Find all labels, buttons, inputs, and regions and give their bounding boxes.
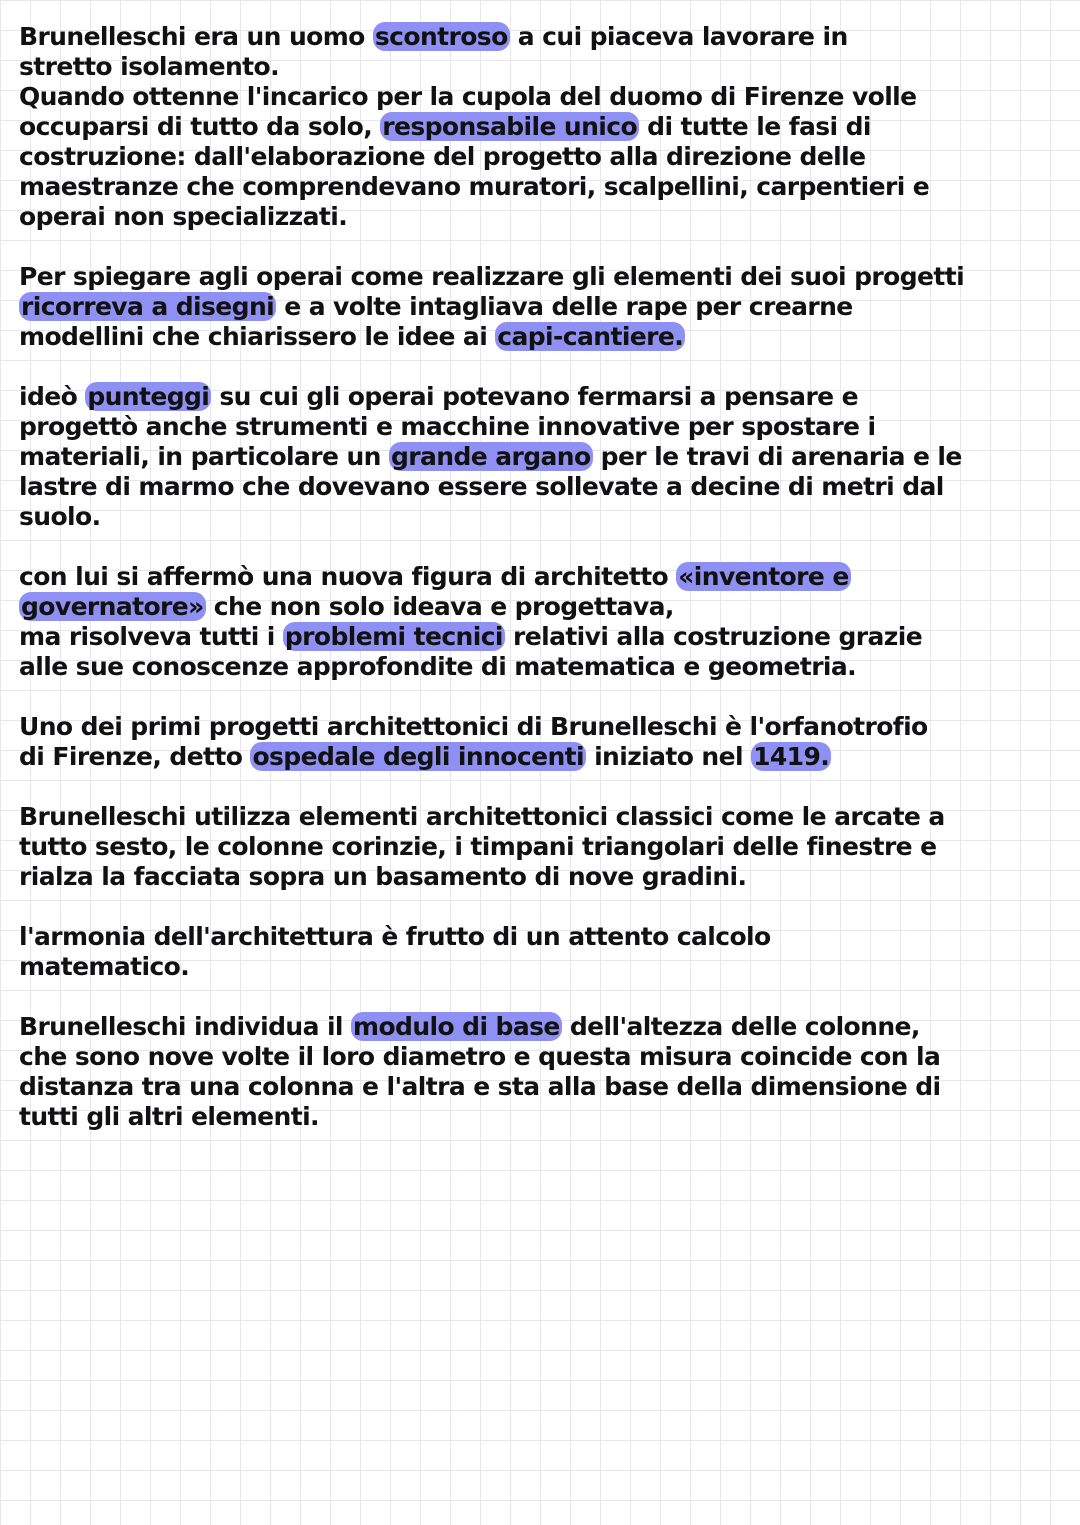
plain-text: materiali, in particolare un bbox=[19, 442, 389, 471]
highlighted-text: problemi tecnici bbox=[284, 622, 503, 651]
text-line bbox=[19, 112, 1064, 142]
text-line bbox=[19, 442, 1064, 472]
plain-text: Brunelleschi individua il bbox=[19, 1012, 352, 1041]
highlighted-text: governatore» bbox=[21, 592, 204, 621]
text-line bbox=[19, 22, 1064, 52]
plain-text: progettò anche strumenti e macchine innovative per spostare i bbox=[19, 412, 876, 441]
text-line bbox=[19, 52, 1064, 82]
plain-text: Uno dei primi progetti architettonici di Brunelleschi è l'orfanotrofio bbox=[19, 712, 928, 741]
text-line bbox=[19, 382, 1064, 412]
plain-text: Brunelleschi utilizza elementi architettonici classici come le arcate a bbox=[19, 802, 945, 831]
text-line bbox=[19, 802, 1064, 832]
plain-text: Per spiegare agli operai come realizzare gli elementi dei suoi progetti bbox=[19, 262, 965, 291]
plain-text: Quando ottenne l'incarico per la cupola del duomo di Firenze volle bbox=[19, 82, 917, 111]
text-line bbox=[19, 82, 1064, 112]
highlighted-text: ricorreva a disegni bbox=[21, 292, 275, 321]
text-line bbox=[19, 472, 1064, 502]
text-line bbox=[19, 412, 1064, 442]
plain-text: matematico. bbox=[19, 952, 190, 981]
plain-text: ma risolveva tutti i bbox=[19, 622, 283, 651]
plain-text: con lui si affermò una nuova figura di architetto bbox=[19, 562, 677, 591]
highlighted-text: scontroso bbox=[374, 22, 508, 51]
plain-text: dell'altezza delle colonne, bbox=[561, 1012, 920, 1041]
plain-text: e a volte intagliava delle rape per crearne bbox=[276, 292, 853, 321]
handwritten-notes-page bbox=[19, 22, 1064, 1132]
highlighted-text: modulo di base bbox=[353, 1012, 560, 1041]
highlighted-text: 1419. bbox=[753, 742, 830, 771]
plain-text: su cui gli operai potevano fermarsi a pensare e bbox=[211, 382, 858, 411]
paragraph bbox=[19, 712, 1064, 772]
highlighted-text: responsabile unico bbox=[382, 112, 638, 141]
paragraph bbox=[19, 562, 1064, 682]
paragraph bbox=[19, 262, 1064, 352]
text-line bbox=[19, 622, 1064, 652]
text-line bbox=[19, 862, 1064, 892]
plain-text: relativi alla costruzione grazie bbox=[504, 622, 923, 651]
text-line bbox=[19, 502, 1064, 532]
plain-text: tutti gli altri elementi. bbox=[19, 1102, 319, 1131]
plain-text: di tutte le fasi di bbox=[639, 112, 871, 141]
plain-text: tutto sesto, le colonne corinzie, i timpani triangolari delle finestre e bbox=[19, 832, 937, 861]
text-line bbox=[19, 832, 1064, 862]
plain-text: alle sue conoscenze approfondite di matematica e geometria. bbox=[19, 652, 857, 681]
plain-text: Brunelleschi era un uomo bbox=[19, 22, 373, 51]
plain-text: modellini che chiarissero le idee ai bbox=[19, 322, 496, 351]
plain-text: l'armonia dell'architettura è frutto di un attento calcolo bbox=[19, 922, 771, 951]
highlighted-text: «inventore e bbox=[678, 562, 849, 591]
text-line bbox=[19, 1072, 1064, 1102]
paragraph bbox=[19, 382, 1064, 532]
plain-text: stretto isolamento. bbox=[19, 52, 279, 81]
plain-text: suolo. bbox=[19, 502, 101, 531]
highlighted-text: punteggi bbox=[87, 382, 210, 411]
text-line bbox=[19, 742, 1064, 772]
text-line bbox=[19, 1042, 1064, 1072]
paragraph bbox=[19, 802, 1064, 892]
text-line bbox=[19, 322, 1064, 352]
plain-text: a cui piaceva lavorare in bbox=[509, 22, 848, 51]
plain-text: ideò bbox=[19, 382, 86, 411]
text-line bbox=[19, 592, 1064, 622]
plain-text: che sono nove volte il loro diametro e questa misura coincide con la bbox=[19, 1042, 941, 1071]
text-line bbox=[19, 172, 1064, 202]
text-line bbox=[19, 712, 1064, 742]
plain-text: rialza la facciata sopra un basamento di nove gradini. bbox=[19, 862, 747, 891]
text-line bbox=[19, 952, 1064, 982]
plain-text: di Firenze, detto bbox=[19, 742, 251, 771]
plain-text: costruzione: dall'elaborazione del progetto alla direzione delle bbox=[19, 142, 866, 171]
text-line bbox=[19, 922, 1064, 952]
plain-text: operai non specializzati. bbox=[19, 202, 348, 231]
highlighted-text: grande argano bbox=[390, 442, 591, 471]
paragraph bbox=[19, 922, 1064, 982]
highlighted-text: capi-cantiere. bbox=[497, 322, 684, 351]
plain-text: che non solo ideava e progettava, bbox=[205, 592, 674, 621]
text-line bbox=[19, 1102, 1064, 1132]
highlighted-text: ospedale degli innocenti bbox=[252, 742, 584, 771]
plain-text: maestranze che comprendevano muratori, scalpellini, carpentieri e bbox=[19, 172, 930, 201]
plain-text: iniziato nel bbox=[585, 742, 752, 771]
text-line bbox=[19, 652, 1064, 682]
text-line bbox=[19, 262, 1064, 292]
plain-text: lastre di marmo che dovevano essere sollevate a decine di metri dal bbox=[19, 472, 944, 501]
text-line bbox=[19, 292, 1064, 322]
text-line bbox=[19, 202, 1064, 232]
plain-text: per le travi di arenaria e le bbox=[592, 442, 962, 471]
text-line bbox=[19, 562, 1064, 592]
text-line bbox=[19, 1012, 1064, 1042]
plain-text: occuparsi di tutto da solo, bbox=[19, 112, 381, 141]
paragraph bbox=[19, 22, 1064, 232]
plain-text: distanza tra una colonna e l'altra e sta alla base della dimensione di bbox=[19, 1072, 941, 1101]
paragraph bbox=[19, 1012, 1064, 1132]
text-line bbox=[19, 142, 1064, 172]
